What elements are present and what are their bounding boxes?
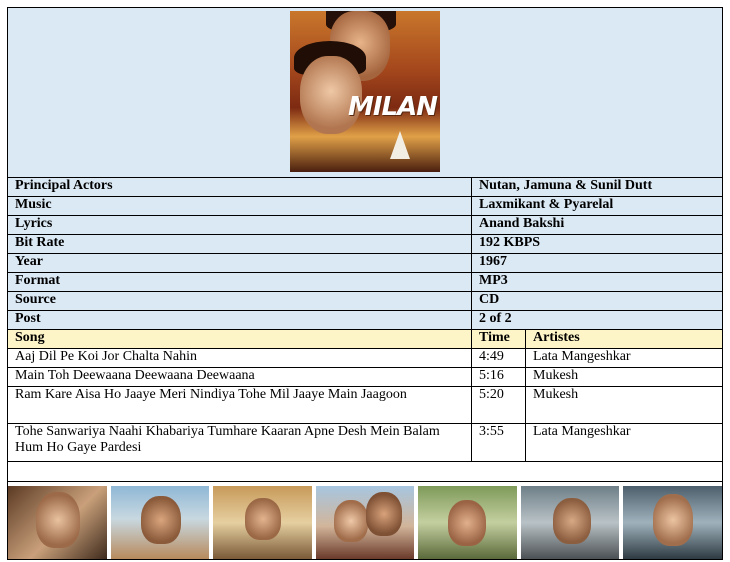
detail-label: Principal Actors (8, 178, 472, 197)
song-title: Tohe Sanwariya Naahi Khabariya Tumhare Kaaran Apne Desh Mein Balam Hum Ho Gaye Pardesi (8, 424, 472, 462)
artistes-column-header: Artistes (526, 330, 723, 349)
song-title: Aaj Dil Pe Koi Jor Chalta Nahin (8, 349, 472, 368)
movie-still-6 (521, 486, 620, 559)
time-column-header: Time (472, 330, 526, 349)
detail-label: Source (8, 292, 472, 311)
album-info-table (7, 7, 723, 560)
detail-label: Format (8, 273, 472, 292)
movie-still-1 (8, 486, 107, 559)
movie-still-2 (111, 486, 210, 559)
song-time: 5:16 (472, 368, 526, 387)
detail-value: Nutan, Jamuna & Sunil Dutt (472, 178, 723, 197)
poster-title: MILAN (348, 92, 437, 122)
movie-still-7 (623, 486, 722, 559)
detail-value: Anand Bakshi (472, 216, 723, 235)
detail-label: Bit Rate (8, 235, 472, 254)
detail-label: Year (8, 254, 472, 273)
spacer-row (8, 462, 723, 482)
song-artist: Lata Mangeshkar (526, 424, 723, 462)
movie-still-4 (316, 486, 415, 559)
song-title: Ram Kare Aisa Ho Jaaye Meri Nindiya Tohe Mil Jaaye Main Jaagoon (8, 387, 472, 424)
screenshot-strip (8, 482, 723, 560)
detail-value: Laxmikant & Pyarelal (472, 197, 723, 216)
song-time: 3:55 (472, 424, 526, 462)
song-artist: Mukesh (526, 387, 723, 424)
song-artist: Lata Mangeshkar (526, 349, 723, 368)
song-title: Main Toh Deewaana Deewaana Deewaana (8, 368, 472, 387)
detail-label: Lyrics (8, 216, 472, 235)
detail-value: MP3 (472, 273, 723, 292)
movie-still-5 (418, 486, 517, 559)
poster-cell (8, 8, 723, 178)
detail-label: Post (8, 311, 472, 330)
song-column-header: Song (8, 330, 472, 349)
detail-value: 2 of 2 (472, 311, 723, 330)
song-artist: Mukesh (526, 368, 723, 387)
movie-poster-image (290, 11, 440, 172)
detail-value: CD (472, 292, 723, 311)
movie-still-3 (213, 486, 312, 559)
song-time: 4:49 (472, 349, 526, 368)
detail-value: 192 KBPS (472, 235, 723, 254)
detail-value: 1967 (472, 254, 723, 273)
song-time: 5:20 (472, 387, 526, 424)
detail-label: Music (8, 197, 472, 216)
